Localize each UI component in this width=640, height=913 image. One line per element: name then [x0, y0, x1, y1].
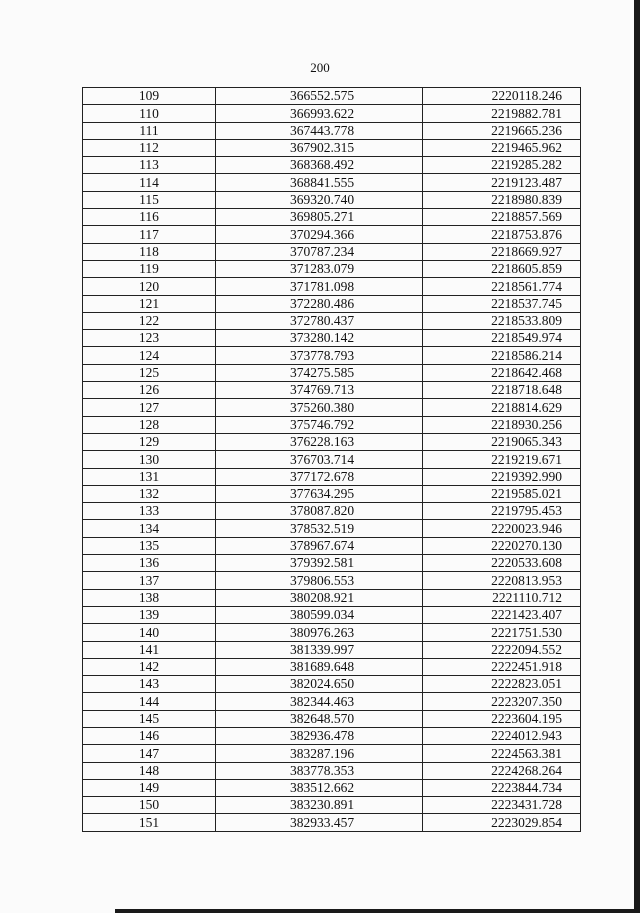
- table-row: [83, 485, 581, 502]
- point-number-cell: 112: [83, 139, 216, 156]
- table-row: [83, 797, 581, 814]
- point-number-cell: 148: [83, 762, 216, 779]
- table-row: [83, 278, 581, 295]
- x-coordinate-cell: 382648.570: [216, 710, 423, 727]
- x-coordinate-cell: 370787.234: [216, 243, 423, 260]
- point-number-cell: 121: [83, 295, 216, 312]
- point-number-cell: 120: [83, 278, 216, 295]
- table-row: [83, 243, 581, 260]
- x-coordinate-cell: 383230.891: [216, 797, 423, 814]
- y-coordinate-cell: 2218753.876: [423, 226, 581, 243]
- y-coordinate-cell: 2219285.282: [423, 157, 581, 174]
- y-coordinate-cell: 2219123.487: [423, 174, 581, 191]
- y-coordinate-cell: 2223431.728: [423, 797, 581, 814]
- table-row: [83, 589, 581, 606]
- scan-edge-right: [634, 0, 640, 913]
- table-row: [83, 762, 581, 779]
- y-coordinate-cell: 2218533.809: [423, 312, 581, 329]
- table-row: [83, 468, 581, 485]
- table-row: [83, 641, 581, 658]
- x-coordinate-cell: 370294.366: [216, 226, 423, 243]
- y-coordinate-cell: 2218857.569: [423, 209, 581, 226]
- y-coordinate-cell: 2224268.264: [423, 762, 581, 779]
- point-number-cell: 122: [83, 312, 216, 329]
- x-coordinate-cell: 368368.492: [216, 157, 423, 174]
- point-number-cell: 147: [83, 745, 216, 762]
- x-coordinate-cell: 367443.778: [216, 122, 423, 139]
- point-number-cell: 143: [83, 676, 216, 693]
- y-coordinate-cell: 2224563.381: [423, 745, 581, 762]
- x-coordinate-cell: 383512.662: [216, 779, 423, 796]
- x-coordinate-cell: 381339.997: [216, 641, 423, 658]
- y-coordinate-cell: 2218669.927: [423, 243, 581, 260]
- table-row: [83, 693, 581, 710]
- table-row: [83, 174, 581, 191]
- y-coordinate-cell: 2218718.648: [423, 382, 581, 399]
- y-coordinate-cell: 2220270.130: [423, 537, 581, 554]
- y-coordinate-cell: 2218561.774: [423, 278, 581, 295]
- page-number: 200: [310, 60, 330, 75]
- x-coordinate-cell: 376228.163: [216, 433, 423, 450]
- x-coordinate-cell: 383778.353: [216, 762, 423, 779]
- y-coordinate-cell: 2219465.962: [423, 139, 581, 156]
- x-coordinate-cell: 379806.553: [216, 572, 423, 589]
- y-coordinate-cell: 2218586.214: [423, 347, 581, 364]
- table-row: [83, 814, 581, 831]
- table-row: [83, 520, 581, 537]
- point-number-cell: 130: [83, 451, 216, 468]
- point-number-cell: 129: [83, 433, 216, 450]
- table-row: [83, 139, 581, 156]
- table-row: [83, 347, 581, 364]
- y-coordinate-cell: 2219392.990: [423, 468, 581, 485]
- point-number-cell: 141: [83, 641, 216, 658]
- table-row: [83, 658, 581, 675]
- point-number-cell: 123: [83, 330, 216, 347]
- x-coordinate-cell: 382933.457: [216, 814, 423, 831]
- point-number-cell: 134: [83, 520, 216, 537]
- y-coordinate-cell: 2223207.350: [423, 693, 581, 710]
- y-coordinate-cell: 2219219.671: [423, 451, 581, 468]
- table-row: [83, 537, 581, 554]
- point-number-cell: 118: [83, 243, 216, 260]
- y-coordinate-cell: 2223604.195: [423, 710, 581, 727]
- x-coordinate-cell: 375260.380: [216, 399, 423, 416]
- y-coordinate-cell: 2218605.859: [423, 260, 581, 277]
- table-row: [83, 416, 581, 433]
- point-number-cell: 144: [83, 693, 216, 710]
- table-row: [83, 88, 581, 105]
- point-number-cell: 111: [83, 122, 216, 139]
- point-number-cell: 150: [83, 797, 216, 814]
- table-row: [83, 157, 581, 174]
- point-number-cell: 139: [83, 606, 216, 623]
- x-coordinate-cell: 366993.622: [216, 105, 423, 122]
- x-coordinate-cell: 375746.792: [216, 416, 423, 433]
- table-row: [83, 260, 581, 277]
- x-coordinate-cell: 373280.142: [216, 330, 423, 347]
- scan-edge-bottom: [115, 909, 640, 913]
- y-coordinate-cell: 2219882.781: [423, 105, 581, 122]
- x-coordinate-cell: 378532.519: [216, 520, 423, 537]
- x-coordinate-cell: 378087.820: [216, 503, 423, 520]
- y-coordinate-cell: 2222094.552: [423, 641, 581, 658]
- y-coordinate-cell: 2221751.530: [423, 624, 581, 641]
- table-row: [83, 727, 581, 744]
- y-coordinate-cell: 2221423.407: [423, 606, 581, 623]
- table-row: [83, 226, 581, 243]
- x-coordinate-cell: 378967.674: [216, 537, 423, 554]
- y-coordinate-cell: 2220118.246: [423, 88, 581, 105]
- x-coordinate-cell: 379392.581: [216, 555, 423, 572]
- y-coordinate-cell: 2223844.734: [423, 779, 581, 796]
- x-coordinate-cell: 380599.034: [216, 606, 423, 623]
- point-number-cell: 124: [83, 347, 216, 364]
- x-coordinate-cell: 382344.463: [216, 693, 423, 710]
- y-coordinate-cell: 2223029.854: [423, 814, 581, 831]
- table-row: [83, 779, 581, 796]
- table-row: [83, 105, 581, 122]
- point-number-cell: 135: [83, 537, 216, 554]
- table-row: [83, 330, 581, 347]
- point-number-cell: 132: [83, 485, 216, 502]
- point-number-cell: 117: [83, 226, 216, 243]
- y-coordinate-cell: 2218549.974: [423, 330, 581, 347]
- point-number-cell: 149: [83, 779, 216, 796]
- table-row: [83, 433, 581, 450]
- point-number-cell: 125: [83, 364, 216, 381]
- point-number-cell: 138: [83, 589, 216, 606]
- y-coordinate-cell: 2218642.468: [423, 364, 581, 381]
- x-coordinate-cell: 371283.079: [216, 260, 423, 277]
- point-number-cell: 109: [83, 88, 216, 105]
- x-coordinate-cell: 374275.585: [216, 364, 423, 381]
- y-coordinate-cell: 2219585.021: [423, 485, 581, 502]
- x-coordinate-cell: 380976.263: [216, 624, 423, 641]
- x-coordinate-cell: 373778.793: [216, 347, 423, 364]
- y-coordinate-cell: 2222823.051: [423, 676, 581, 693]
- y-coordinate-cell: 2218980.839: [423, 191, 581, 208]
- y-coordinate-cell: 2219065.343: [423, 433, 581, 450]
- x-coordinate-cell: 381689.648: [216, 658, 423, 675]
- table-row: [83, 745, 581, 762]
- y-coordinate-cell: 2218537.745: [423, 295, 581, 312]
- x-coordinate-cell: 372280.486: [216, 295, 423, 312]
- x-coordinate-cell: 376703.714: [216, 451, 423, 468]
- point-number-cell: 136: [83, 555, 216, 572]
- table-row: [83, 555, 581, 572]
- table-row: [83, 382, 581, 399]
- point-number-cell: 116: [83, 209, 216, 226]
- point-number-cell: 140: [83, 624, 216, 641]
- point-number-cell: 113: [83, 157, 216, 174]
- table-row: [83, 710, 581, 727]
- point-number-cell: 145: [83, 710, 216, 727]
- x-coordinate-cell: 382024.650: [216, 676, 423, 693]
- point-number-cell: 126: [83, 382, 216, 399]
- x-coordinate-cell: 377172.678: [216, 468, 423, 485]
- point-number-cell: 146: [83, 727, 216, 744]
- x-coordinate-cell: 377634.295: [216, 485, 423, 502]
- x-coordinate-cell: 374769.713: [216, 382, 423, 399]
- table-row: [83, 312, 581, 329]
- x-coordinate-cell: 372780.437: [216, 312, 423, 329]
- coordinate-table: [82, 87, 581, 832]
- x-coordinate-cell: 369805.271: [216, 209, 423, 226]
- point-number-cell: 127: [83, 399, 216, 416]
- x-coordinate-cell: 383287.196: [216, 745, 423, 762]
- y-coordinate-cell: 2218930.256: [423, 416, 581, 433]
- table-row: [83, 606, 581, 623]
- point-number-cell: 137: [83, 572, 216, 589]
- point-number-cell: 119: [83, 260, 216, 277]
- y-coordinate-cell: 2224012.943: [423, 727, 581, 744]
- x-coordinate-cell: 368841.555: [216, 174, 423, 191]
- point-number-cell: 133: [83, 503, 216, 520]
- y-coordinate-cell: 2221110.712: [423, 589, 581, 606]
- table-row: [83, 364, 581, 381]
- y-coordinate-cell: 2219795.453: [423, 503, 581, 520]
- table-row: [83, 676, 581, 693]
- point-number-cell: 110: [83, 105, 216, 122]
- x-coordinate-cell: 382936.478: [216, 727, 423, 744]
- coordinate-table-body: [83, 88, 581, 832]
- table-row: [83, 209, 581, 226]
- table-row: [83, 451, 581, 468]
- table-row: [83, 503, 581, 520]
- y-coordinate-cell: 2218814.629: [423, 399, 581, 416]
- y-coordinate-cell: 2220813.953: [423, 572, 581, 589]
- point-number-cell: 128: [83, 416, 216, 433]
- x-coordinate-cell: 369320.740: [216, 191, 423, 208]
- table-row: [83, 624, 581, 641]
- point-number-cell: 142: [83, 658, 216, 675]
- x-coordinate-cell: 380208.921: [216, 589, 423, 606]
- point-number-cell: 151: [83, 814, 216, 831]
- y-coordinate-cell: 2222451.918: [423, 658, 581, 675]
- table-row: [83, 572, 581, 589]
- point-number-cell: 114: [83, 174, 216, 191]
- table-row: [83, 191, 581, 208]
- y-coordinate-cell: 2220023.946: [423, 520, 581, 537]
- y-coordinate-cell: 2220533.608: [423, 555, 581, 572]
- y-coordinate-cell: 2219665.236: [423, 122, 581, 139]
- table-row: [83, 399, 581, 416]
- point-number-cell: 131: [83, 468, 216, 485]
- x-coordinate-cell: 367902.315: [216, 139, 423, 156]
- point-number-cell: 115: [83, 191, 216, 208]
- table-row: [83, 295, 581, 312]
- table-row: [83, 122, 581, 139]
- x-coordinate-cell: 366552.575: [216, 88, 423, 105]
- x-coordinate-cell: 371781.098: [216, 278, 423, 295]
